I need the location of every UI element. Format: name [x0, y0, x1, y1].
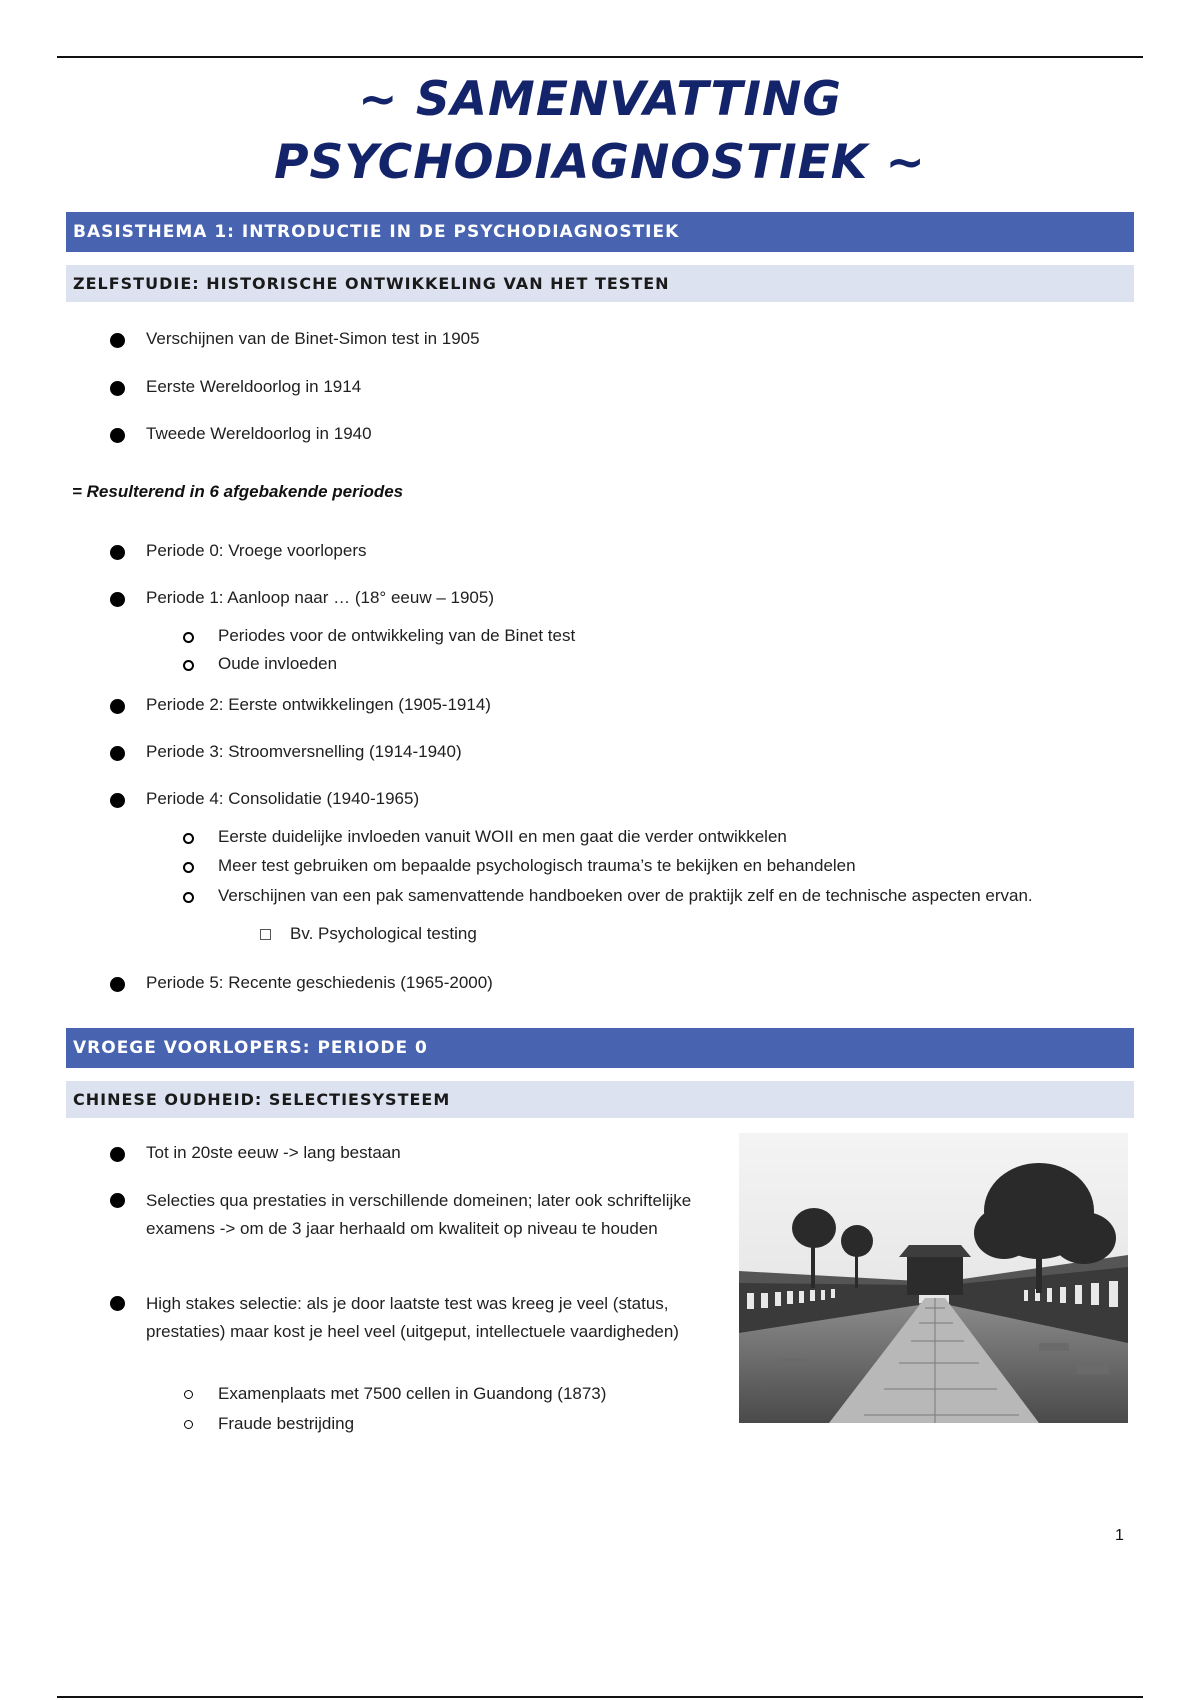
bullet-icon [110, 699, 125, 714]
bullet-icon [110, 333, 125, 348]
top-rule [57, 56, 1143, 58]
circle-bullet-icon [183, 892, 194, 903]
circle-bullet-icon [184, 1390, 193, 1399]
bullet-icon [110, 1147, 125, 1162]
bullet-icon [110, 1193, 125, 1208]
page-title [0, 68, 1200, 194]
bullet-icon [110, 1296, 125, 1311]
list-item: Tweede Wereldoorlog in 1940 [146, 424, 372, 444]
result-note: = Resulterend in 6 afgebakende periodes [72, 482, 404, 501]
bullet-icon [110, 746, 125, 761]
section-heading-text: BASISTHEMA 1: INTRODUCTIE IN DE PSYCHODIAGNOSTIEK [73, 222, 680, 242]
sub-list-item: Verschijnen van een pak samenvattende handboeken over de praktijk zelf en de technische aspecten ervan. [218, 886, 1033, 906]
sub-sub-list-item: Bv. Psychological testing [290, 924, 477, 944]
sub-list-item: Examenplaats met 7500 cellen in Guandong (1873) [218, 1384, 606, 1404]
bullet-icon [110, 977, 125, 992]
circle-bullet-icon [183, 660, 194, 671]
list-item-period-0: Periode 0: Vroege voorlopers [146, 541, 367, 561]
sub-list-item: Eerste duidelijke invloeden vanuit WOII en men gaat die verder ontwikkelen [218, 827, 787, 847]
bottom-rule [57, 1696, 1143, 1698]
bullet-icon [110, 545, 125, 560]
list-item-period-3: Periode 3: Stroomversnelling (1914-1940) [146, 742, 462, 762]
bullet-icon [110, 428, 125, 443]
list-item-period-4: Periode 4: Consolidatie (1940-1965) [146, 789, 419, 809]
subsection-heading-text: CHINESE OUDHEID: SELECTIESYSTEEM [73, 1090, 451, 1109]
subsection-heading-chinese-oudheid [66, 1081, 1134, 1118]
circle-bullet-icon [183, 862, 194, 873]
sub-list-item: Meer test gebruiken om bepaalde psychologisch trauma’s te bekijken en behandelen [218, 856, 856, 876]
sub-list-item: Fraude bestrijding [218, 1414, 354, 1434]
square-bullet-icon [260, 929, 271, 940]
list-item: High stakes selectie: als je door laatste test was kreeg je veel (status, prestaties) maar kost je heel veel (uitgeput, intellectuele vaardigheden) [146, 1290, 726, 1346]
circle-bullet-icon [183, 833, 194, 844]
examination-hall-illustration [739, 1133, 1128, 1423]
list-item: Eerste Wereldoorlog in 1914 [146, 377, 361, 397]
title-line-1: ~ SAMENVATTING [358, 72, 842, 127]
sub-list-item: Oude invloeden [218, 654, 337, 674]
list-item: Tot in 20ste eeuw -> lang bestaan [146, 1143, 401, 1163]
list-item: Selecties qua prestaties in verschillende domeinen; later ook schriftelijke examens -> om de 3 jaar herhaald om kwaliteit op niveau te houden [146, 1187, 726, 1243]
bullet-icon [110, 381, 125, 396]
list-item-period-2: Periode 2: Eerste ontwikkelingen (1905-1914) [146, 695, 491, 715]
section-heading-text: VROEGE VOORLOPERS: PERIODE 0 [73, 1038, 428, 1058]
circle-bullet-icon [183, 632, 194, 643]
section-heading-vroege-voorlopers [66, 1028, 1134, 1068]
title-line-2: PSYCHODIAGNOSTIEK ~ [274, 135, 926, 190]
list-item: Verschijnen van de Binet-Simon test in 1905 [146, 329, 480, 349]
bullet-icon [110, 793, 125, 808]
circle-bullet-icon [184, 1420, 193, 1429]
section-heading-basisthema [66, 212, 1134, 252]
list-item-period-1: Periode 1: Aanloop naar … (18° eeuw – 1905) [146, 588, 494, 608]
list-item-period-5: Periode 5: Recente geschiedenis (1965-2000) [146, 973, 493, 993]
subsection-heading-zelfstudie [66, 265, 1134, 302]
bullet-icon [110, 592, 125, 607]
subsection-heading-text: ZELFSTUDIE: HISTORISCHE ONTWIKKELING VAN HET TESTEN [73, 274, 670, 293]
examination-hall-photo [739, 1133, 1128, 1423]
sub-list-item: Periodes voor de ontwikkeling van de Binet test [218, 626, 575, 646]
page-number: 1 [1115, 1527, 1124, 1544]
